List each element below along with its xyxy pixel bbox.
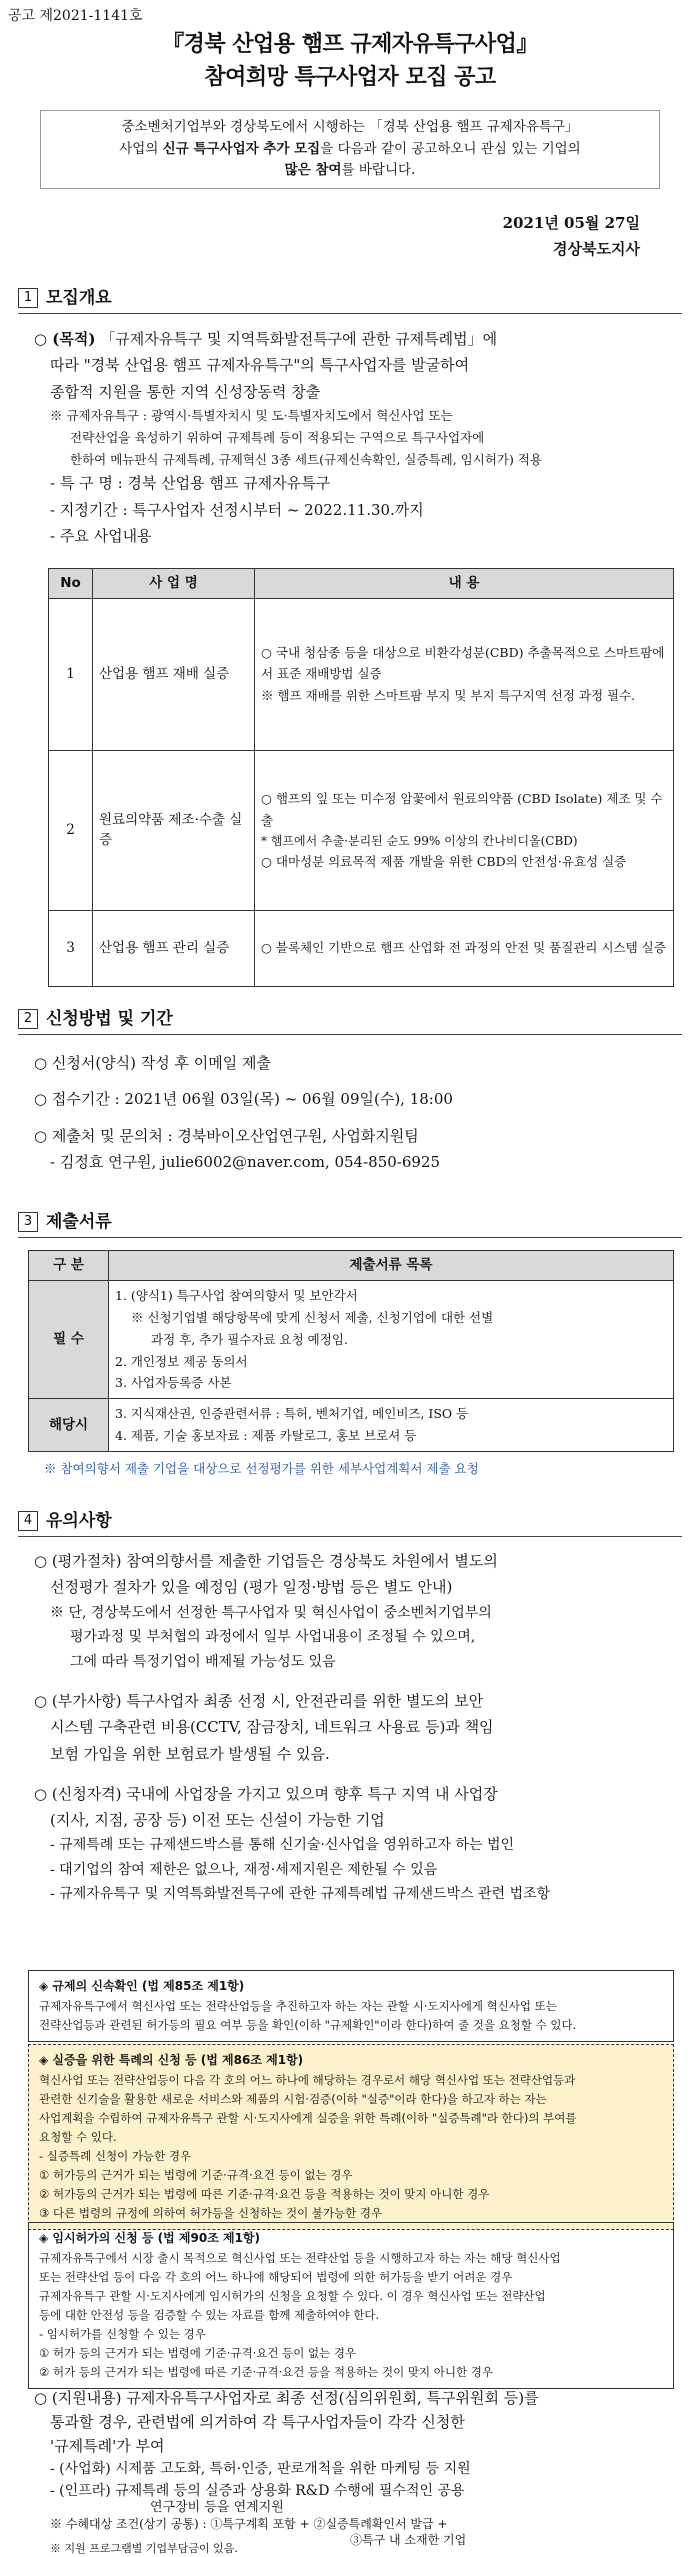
table-row	[29, 1280, 674, 1398]
list-item: - 지정기간 : 특구사업자 선정시부터 ~ 2022.11.30.까지	[50, 500, 424, 519]
intro-line-2	[55, 139, 645, 161]
intro-text: 을 다음과 같이 공고하오니 관심 있는 기업의	[320, 140, 581, 157]
section-title: 신청방법 및 기간	[46, 1009, 173, 1029]
section-divider	[18, 313, 682, 314]
title-line-1: 『경북 산업용 햄프 규제자유특구사업』	[162, 32, 538, 57]
table-header: 내 용	[255, 569, 674, 599]
intro-text: 사업의	[119, 140, 163, 157]
purpose-text: 종합적 지원을 통한 지역 신성장동력 창출	[50, 382, 321, 401]
cell-content	[255, 750, 674, 910]
purpose-label: ○ (목적)	[34, 330, 96, 348]
note: 한하여 메뉴판식 규제특례, 규제혁신 3종 세트(규제신속확인, 실증특례, 임시허가) 적용	[70, 451, 542, 467]
box-line: - 실증특례 신청이 가능한 경우	[39, 2148, 192, 2163]
table-row	[49, 910, 674, 986]
table-header: 사 업 명	[93, 569, 255, 599]
box-line: ② 허가등의 근거가 되는 법령에 따른 기준·규격·요건 등을 적용하는 것이 맞지 아니한 경우	[39, 2186, 490, 2201]
contact-line: - 김정효 연구원, julie6002@naver.com, 054-850-6925	[50, 1152, 441, 1171]
cell-name: 산업용 햄프 재배 실증	[93, 598, 255, 750]
box-line: ③ 다른 법령의 규정에 의하여 허가등을 신청하는 것이 불가능한 경우	[39, 2205, 383, 2220]
cell-name: 산업용 햄프 관리 실증	[93, 910, 255, 986]
documents-table	[28, 1250, 674, 1452]
title-block	[40, 28, 660, 94]
note: ※ 규제자유특구 : 광역시·특별자치시 및 도·특별자치도에서 혁신사업 또는	[50, 407, 453, 423]
intro-bold: 신규 특구사업자 추가 모집	[162, 140, 321, 157]
note: ※ 수혜대상 조건(상기 공통) : ①특구계획 포함 + ②실증특례확인서 발급 +	[50, 2517, 448, 2531]
issue-date-block	[503, 210, 640, 263]
section-2-body	[34, 1050, 674, 1175]
cell-content	[255, 598, 674, 750]
paragraph: ○ (평가절차) 참여의향서를 제출한 기업들은 경상북도 차원에서 별도의	[34, 1552, 498, 1570]
intro-line-3	[55, 160, 645, 182]
documents-note: ※ 참여의향서 제출 기업을 대상으로 선정평가를 위한 세부사업계획서 제출 요청	[44, 1461, 479, 1477]
list-item: - 주요 사업내용	[50, 526, 152, 545]
list-item: ○ 제출처 및 문의처 : 경북바이오산업연구원, 사업화지원팀	[34, 1126, 419, 1145]
intro-bold: 많은 참여	[284, 162, 342, 179]
box-line: 규제자유특구에서 혁신사업 또는 전략산업등을 추진하고자 하는 자는 관할 시·도지사에게 혁신사업 또는	[39, 1998, 557, 2013]
list-item: ○ 신청서(양식) 작성 후 이메일 제출	[34, 1054, 272, 1072]
support-block	[34, 2386, 674, 2503]
intro-line-1: 중소벤처기업부와 경상북도에서 시행하는 「경북 산업용 햄프 규제자유특구」	[121, 119, 579, 135]
box-title: ◈ 규제의 신속확인 (법 제85조 제1항)	[39, 1979, 245, 1993]
intro-box	[40, 110, 660, 189]
section-title: 모집개요	[46, 288, 112, 308]
paragraph: ○ (신청자격) 국내에 사업장을 가지고 있으며 향후 특구 지역 내 사업장	[34, 1784, 498, 1803]
list-item: - (인프라) 규제특례 등의 실증과 상용화 R&D 수행에 필수적인 공용	[50, 2483, 465, 2500]
box-line: 혁신사업 또는 전략산업등이 다음 각 호의 어느 하나에 해당하는 경우로서 해당 혁신사업 또는 전략산업등과	[39, 2072, 576, 2087]
box-line: 요청할 수 있다.	[39, 2129, 117, 2144]
box-line: ① 허가등의 근거가 되는 법령에 기준·규격·요건 등이 없는 경우	[39, 2167, 353, 2182]
paragraph: (지사, 지점, 공장 등) 이전 또는 신설이 가능한 기업	[50, 1811, 385, 1829]
paragraph: 선정평가 절차가 있을 예정임 (평가 일정·방법 등은 별도 안내)	[50, 1578, 453, 1597]
cell-content	[109, 1280, 674, 1398]
section-4-body	[34, 1548, 674, 1907]
section-divider	[18, 1536, 682, 1537]
paragraph: 통과할 경우, 관련법에 의거하여 각 특구사업자들이 각각 신청한	[50, 2413, 465, 2431]
issuer: 경상북도지사	[553, 240, 640, 259]
note: 평가과정 및 부처협의 과정에서 일부 사업내용이 조정될 수 있으며,	[70, 1629, 476, 1645]
business-table-wrap	[48, 568, 674, 987]
content-line: ○ 햄프의 잎 또는 미수정 암꽃에서 원료의약품 (CBD Isolate) 제조 및 수출	[261, 791, 663, 828]
cell-no: 1	[49, 598, 93, 750]
note: 전략산업을 육성하기 위하여 규제특례 등이 적용되는 구역으로 특구사업자에	[70, 429, 485, 445]
table-row	[49, 598, 674, 750]
intro-text: 를 바랍니다.	[341, 162, 416, 179]
box-line: 규제자유특구에서 시장 출시 목적으로 혁신사업 또는 전략산업 등을 시행하고자 하는 자는 해당 혁신사업	[39, 2250, 561, 2265]
cell-content: ○ 블록체인 기반으로 햄프 산업화 전 과정의 안전 및 품질관리 시스템 실증	[255, 910, 674, 986]
content-line: * 햄프에서 추출·분리된 순도 99% 이상의 칸나비디올(CBD)	[261, 833, 578, 848]
documents-table-wrap	[28, 1250, 674, 1480]
list-item: - 대기업의 참여 제한은 없으나, 재정·세제지원은 제한될 수 있음	[50, 1861, 438, 1878]
paragraph: ○ (지원내용) 규제자유특구사업자로 최종 선정(심의위원회, 특구위원회 등)를	[34, 2389, 539, 2407]
list-item: ○ 접수기간 : 2021년 06월 03일(목) ~ 06월 09일(수), 18:00	[34, 1090, 453, 1109]
cell-no: 3	[49, 910, 93, 986]
purpose-text: 따라 "경북 산업용 햄프 규제자유특구"의 특구사업자를 발굴하여	[50, 356, 470, 375]
table-header: 제출서류 목록	[109, 1251, 674, 1281]
law-box-85	[28, 1970, 674, 2042]
note: ※ 단, 경상북도에서 선정한 특구사업자 및 혁신사업이 중소벤처기업부의	[50, 1604, 492, 1621]
box-line: 또는 전략산업 등이 다음 각 호의 어느 하나에 해당되어 법령에 의한 허가등을 받기 어려운 경우	[39, 2269, 513, 2284]
doc-item: 3. 지식재산권, 인증관련서류 : 특허, 벤처기업, 메인비즈, ISO 등	[115, 1406, 469, 1422]
title-line-2: 참여희망 특구사업자 모집 공고	[204, 65, 496, 90]
box-line: 관련한 신기술을 활용한 새로운 서비스와 제품의 시험·검증(이하 "실증"이라 한다)을 하고자 하는 자는	[39, 2091, 547, 2106]
purpose-text: 「규제자유특구 및 지역특화발전특구에 관한 규제특례법」에	[100, 330, 498, 348]
cell-content	[109, 1399, 674, 1452]
box-line: ② 허가 등의 근거가 되는 법령에 따른 기준·규격·요건 등을 적용하는 것이 맞지 아니한 경우	[39, 2364, 493, 2379]
law-box-86	[28, 2044, 674, 2230]
section-divider	[18, 1237, 682, 1238]
issue-date: 2021년 05월 27일	[502, 214, 640, 232]
box-line: 등에 대한 안전성 등을 검증할 수 있는 자료를 함께 제출하여야 한다.	[39, 2307, 380, 2322]
note: ※ 지원 프로그램별 기업부담금이 있음.	[50, 2542, 238, 2555]
table-row	[29, 1399, 674, 1452]
table-header: 구 분	[29, 1251, 109, 1281]
business-table	[48, 568, 674, 987]
row-label: 해당시	[29, 1399, 109, 1452]
paragraph: 보험 가입을 위한 보험료가 발생될 수 있음.	[50, 1744, 330, 1763]
paragraph: 시스템 구축관련 비용(CCTV, 잠금장치, 네트워크 사용료 등)과 책임	[50, 1718, 494, 1737]
doc-note: ※ 신청기업별 해당항목에 맞게 신청서 제출, 신청기업에 대한 선별	[131, 1309, 494, 1325]
section-3-heading	[18, 1209, 682, 1235]
note: 그에 따라 특정기업이 배제될 가능성도 있음	[70, 1653, 336, 1670]
paragraph: ○ (부가사항) 특구사업자 최종 선정 시, 안전관리를 위한 별도의 보안	[34, 1692, 484, 1710]
note: ③특구 내 소재한 기업	[350, 2533, 467, 2548]
section-number: 2	[18, 1009, 38, 1029]
list-item-continued: 연구장비 등을 연계지원	[150, 2500, 284, 2515]
section-1-body	[34, 326, 674, 549]
box-title: ◈ 임시허가의 신청 등 (법 제90조 제1항)	[39, 2231, 261, 2245]
box-line: - 임시허가를 신청할 수 있는 경우	[39, 2326, 206, 2341]
section-4-heading	[18, 1508, 682, 1534]
box-title: ◈ 실증을 위한 특례의 신청 등 (법 제86조 제1항)	[39, 2053, 304, 2067]
paragraph: '규제특례'가 부여	[50, 2437, 165, 2455]
doc-item: 2. 개인정보 제공 동의서	[115, 1353, 248, 1369]
section-1-heading	[18, 285, 682, 311]
box-line: 사업계획을 수립하여 규제자유특구 관할 시·도지사에게 실증을 위한 특례(이하 "실증특례"라 한다)의 부여를	[39, 2110, 577, 2125]
box-line: 규제자유특구 관할 시·도지사에게 임시허가의 신청을 요청할 수 있다. 이 경우 혁신사업 또는 전략산업	[39, 2288, 546, 2303]
list-item: - 규제자유특구 및 지역특화발전특구에 관한 규제특례법 규제샌드박스 관련 법조항	[50, 1886, 551, 1903]
list-item: - 규제특례 또는 규제샌드박스를 통해 신기술·신사업을 영위하고자 하는 법인	[50, 1837, 515, 1854]
list-item: - 특 구 명 : 경북 산업용 햄프 규제자유특구	[50, 474, 331, 493]
table-row	[49, 750, 674, 910]
section-title: 유의사항	[46, 1511, 112, 1531]
section-divider	[18, 1034, 682, 1035]
box-line: 전략산업등과 관련된 허가등의 필요 여부 등을 확인(이하 "규제확인"이라 한다)하여 줄 것을 요청할 수 있다.	[39, 2017, 577, 2032]
content-line: ※ 햄프 재배를 위한 스마트팜 부지 및 부지 특구지역 선정 과정 필수.	[261, 688, 636, 704]
section-number: 4	[18, 1511, 38, 1531]
cell-name: 원료의약품 제조·수출 실증	[93, 750, 255, 910]
cell-no: 2	[49, 750, 93, 910]
table-header: No	[49, 569, 93, 599]
doc-item: 3. 사업자등록증 사본	[115, 1375, 232, 1391]
notice-number: 공고 제2021-1141호	[8, 8, 143, 24]
box-line: ① 허가 등의 근거가 되는 법령에 기준·규격·요건 등이 없는 경우	[39, 2345, 357, 2360]
content-line: ○ 대마성분 의료목적 제품 개발을 위한 CBD의 안전성·유효성 실증	[261, 853, 627, 869]
content-line: ○ 국내 청삼종 등을 대상으로 비환각성분(CBD) 추출목적으로 스마트팜에서 표준 재배방법 실증	[261, 644, 665, 682]
doc-item: 4. 제품, 기술 홍보자료 : 제품 카탈로그, 홍보 브로셔 등	[115, 1428, 417, 1444]
row-label: 필 수	[29, 1280, 109, 1398]
section-number: 1	[18, 288, 38, 308]
doc-item: 1. (양식1) 특구사업 참여의향서 및 보안각서	[115, 1287, 358, 1303]
section-title: 제출서류	[46, 1212, 112, 1232]
doc-note: 과정 후, 추가 필수자료 요청 예정임.	[151, 1331, 348, 1347]
list-item: - (사업화) 시제품 고도화, 특허·인증, 판로개척을 위한 마케팅 등 지원	[50, 2461, 471, 2477]
section-2-heading	[18, 1006, 682, 1032]
law-box-90	[28, 2222, 674, 2389]
section-number: 3	[18, 1212, 38, 1232]
